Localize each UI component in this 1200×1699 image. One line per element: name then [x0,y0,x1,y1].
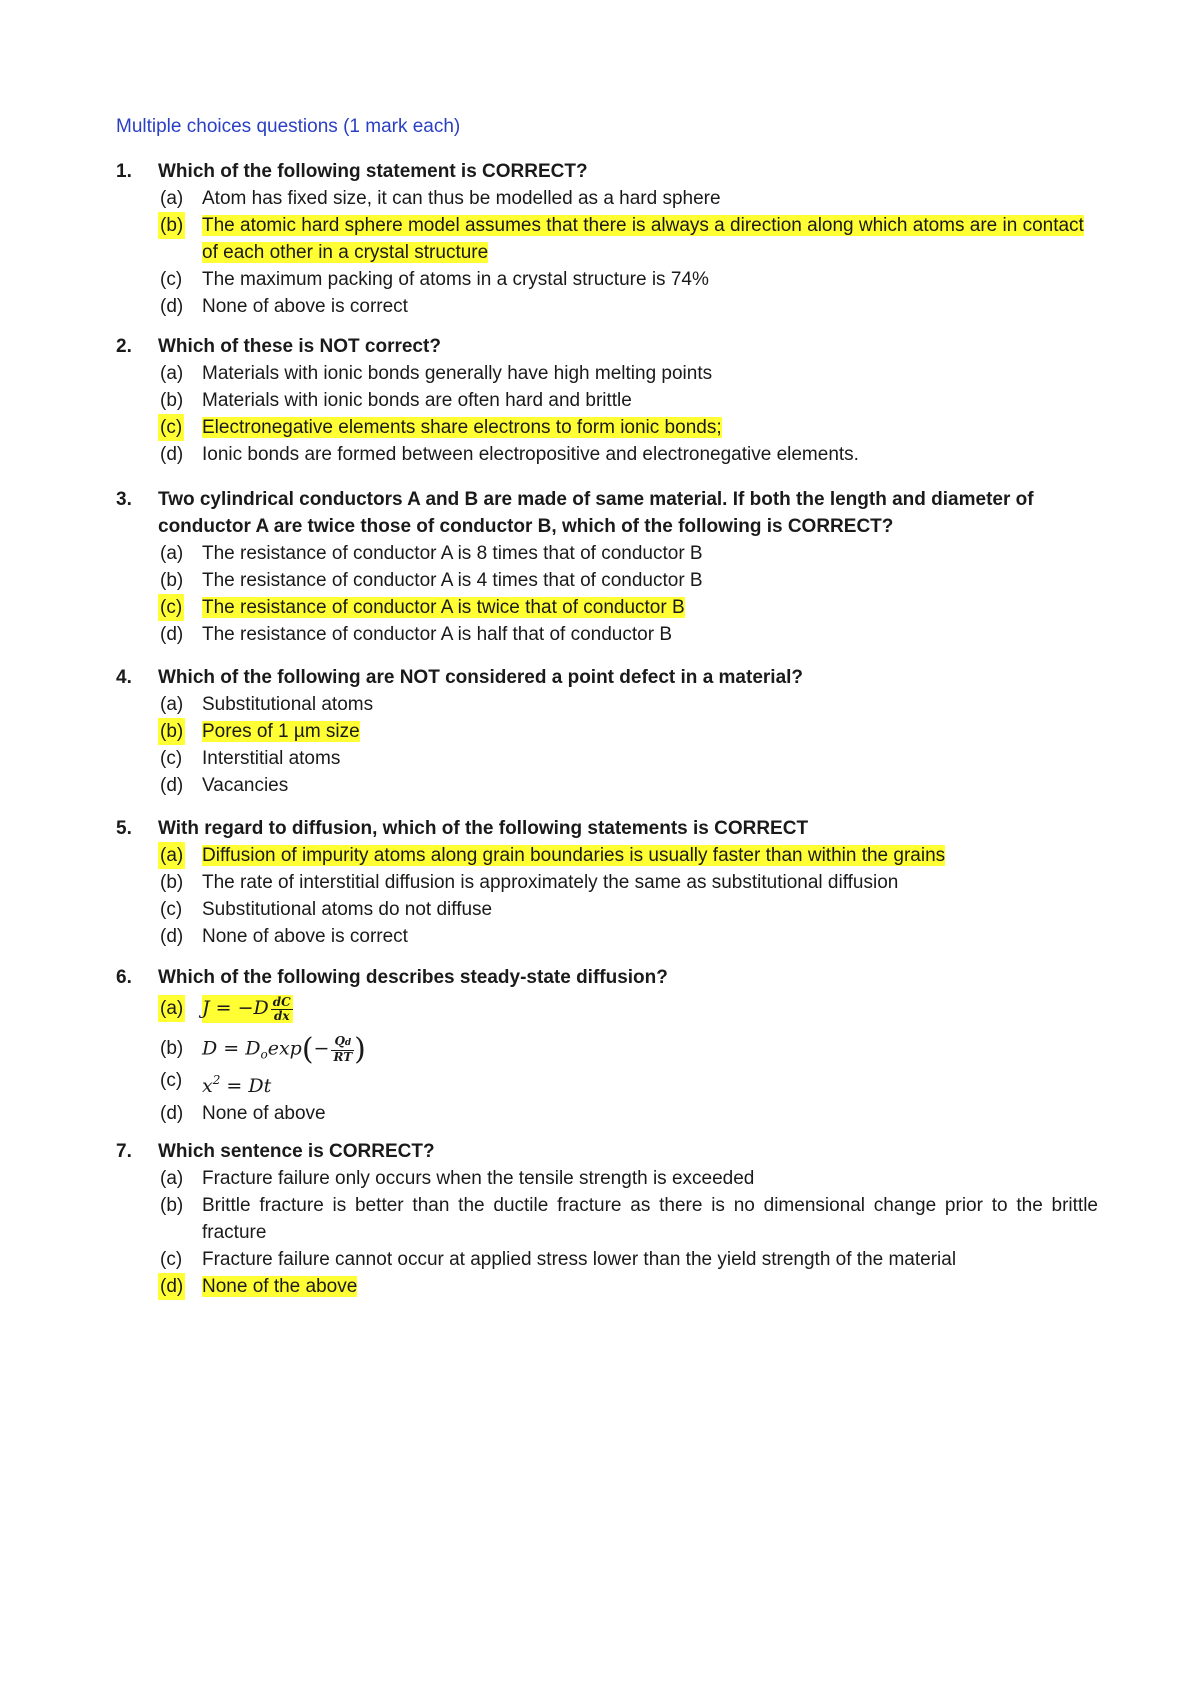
option-label: (c) [160,269,183,290]
option-text: The resistance of conductor A is half that of conductor B [202,624,672,645]
option-d [158,923,1098,950]
option-text: Vacancies [202,775,289,796]
question-text: Which of the following statement is CORRECT? [158,161,588,182]
option-label: (a) [160,363,184,384]
option-c [158,414,1098,441]
option-a [158,691,1098,718]
option-label: (a) [160,694,184,715]
question-text: Two cylindrical conductors A and B are made of same material. If both the length and diameter of conductor A are twice those of conductor B, which of the following is CORRECT? [158,489,1034,537]
question-3 [116,486,1096,648]
formula-rhs: = Dt [220,1075,272,1097]
question-number: 2. [116,336,132,357]
option-c [158,896,1098,923]
option-b [158,1031,1098,1067]
option-b [158,567,1098,594]
question-text: Which of the following are NOT considered a point defect in a material? [158,667,804,688]
option-label: (b) [160,570,184,591]
option-label: (d) [160,444,184,465]
option-c [158,1246,1098,1273]
formula-base: x [202,1075,213,1097]
option-label: (b) [160,872,184,893]
option-text: Brittle fracture is better than the ductile fracture as there is no dimensional change prior to the brittle fracture [202,1195,1098,1243]
question-number: 6. [116,967,132,988]
question-6 [116,964,1096,1127]
question-number: 7. [116,1141,132,1162]
question-2 [116,333,1096,468]
question-number: 1. [116,161,132,182]
question-number: 5. [116,818,132,839]
option-c [158,266,1098,293]
question-1 [116,158,1096,320]
fraction-denominator: dx [273,1008,290,1023]
option-d [158,772,1098,799]
option-d [158,621,1098,648]
option-label: (a) [158,995,185,1022]
option-label: (b) [160,1195,184,1216]
option-b [158,212,1098,266]
option-label: (c) [160,1070,183,1091]
option-text: Diffusion of impurity atoms along grain boundaries is usually faster than within the grains [202,845,946,866]
formula-flux [202,995,293,1023]
option-label: (d) [160,926,184,947]
option-text: Fracture failure cannot occur at applied stress lower than the yield strength of the material [202,1249,957,1270]
option-label: (d) [160,296,184,317]
option-b [158,869,1098,896]
option-text: Interstitial atoms [202,748,341,769]
option-label: (b) [158,212,185,239]
option-label: (c) [158,594,184,621]
option-d [158,1100,1098,1127]
option-label: (d) [160,1103,184,1124]
option-text: Substitutional atoms do not diffuse [202,899,493,920]
option-b [158,1192,1098,1246]
question-number: 3. [116,489,132,510]
formula-subscript: o [260,1047,268,1062]
option-text: Fracture failure only occurs when the tensile strength is exceeded [202,1168,755,1189]
option-text: The maximum packing of atoms in a crystal structure is 74% [202,269,709,290]
formula-superscript: 2 [212,1073,221,1087]
fraction-numerator: dC [272,994,291,1009]
question-text: Which of these is NOT correct? [158,336,441,357]
option-text: None of above is correct [202,926,408,947]
option-text: Pores of 1 µm size [202,721,360,742]
option-a [158,1165,1098,1192]
option-label: (d) [160,624,184,645]
option-b [158,387,1098,414]
option-text: Substitutional atoms [202,694,374,715]
option-label: (a) [160,543,184,564]
option-text: The resistance of conductor A is 8 times that of conductor B [202,543,703,564]
question-text: With regard to diffusion, which of the following statements is CORRECT [158,818,809,839]
option-label: (c) [160,1249,183,1270]
option-text: The resistance of conductor A is twice that of conductor B [202,597,685,618]
option-a [158,185,1098,212]
option-text: Materials with ionic bonds are often hard and brittle [202,390,632,411]
section-heading: Multiple choices questions (1 mark each) [116,116,461,137]
option-label: (b) [158,718,185,745]
option-text: Atom has fixed size, it can thus be modelled as a hard sphere [202,188,721,209]
question-number: 4. [116,667,132,688]
formula-diffusion-length [202,1067,271,1100]
option-b [158,718,1098,745]
option-a [158,991,1098,1031]
formula-arrhenius: $D = D_o\exp(-$ $\frac{Qd}{RT}$ ) [202,1032,366,1067]
option-text: The atomic hard sphere model assumes that there is always a direction along which atoms are in contact of each other in a crystal structure [202,215,1084,263]
option-label: (c) [160,748,183,769]
option-label: (d) [160,775,184,796]
question-4 [116,664,1096,799]
option-text: The rate of interstitial diffusion is approximately the same as substitutional diffusion [202,872,899,893]
option-c [158,1067,1098,1100]
option-c [158,745,1098,772]
option-text: Materials with ionic bonds generally have high melting points [202,363,713,384]
option-a [158,360,1098,387]
fraction-denominator: RT [333,1050,353,1064]
option-c [158,594,1098,621]
option-d [158,441,1098,468]
option-d [158,293,1098,320]
question-text: Which sentence is CORRECT? [158,1141,435,1162]
option-text: None of above is correct [202,296,408,317]
question-7 [116,1138,1096,1300]
option-text: None of above [202,1103,326,1124]
option-label: (a) [160,1168,184,1189]
option-label: (c) [160,899,183,920]
option-label: (d) [158,1273,185,1300]
question-text: Which of the following describes steady-state diffusion? [158,967,668,988]
option-a [158,842,1098,869]
option-text: The resistance of conductor A is 4 times that of conductor B [202,570,703,591]
option-label: (c) [158,414,184,441]
option-text: None of the above [202,1276,358,1297]
formula-lhs: J = −D [202,997,269,1019]
option-d [158,1273,1098,1300]
formula-exp: exp [267,1037,302,1060]
option-a [158,540,1098,567]
option-label: (a) [158,842,185,869]
numerator-subscript: d [344,1038,352,1048]
option-label: (b) [160,1038,184,1059]
option-text: Ionic bonds are formed between electropositive and electronegative elements. [202,444,859,465]
option-label: (b) [160,390,184,411]
option-text: Electronegative elements share electrons to form ionic bonds; [202,417,722,438]
question-5 [116,815,1096,950]
formula-lhs: D = D [202,1037,261,1060]
fraction-numerator: Q [334,1034,345,1048]
option-label: (a) [160,188,184,209]
